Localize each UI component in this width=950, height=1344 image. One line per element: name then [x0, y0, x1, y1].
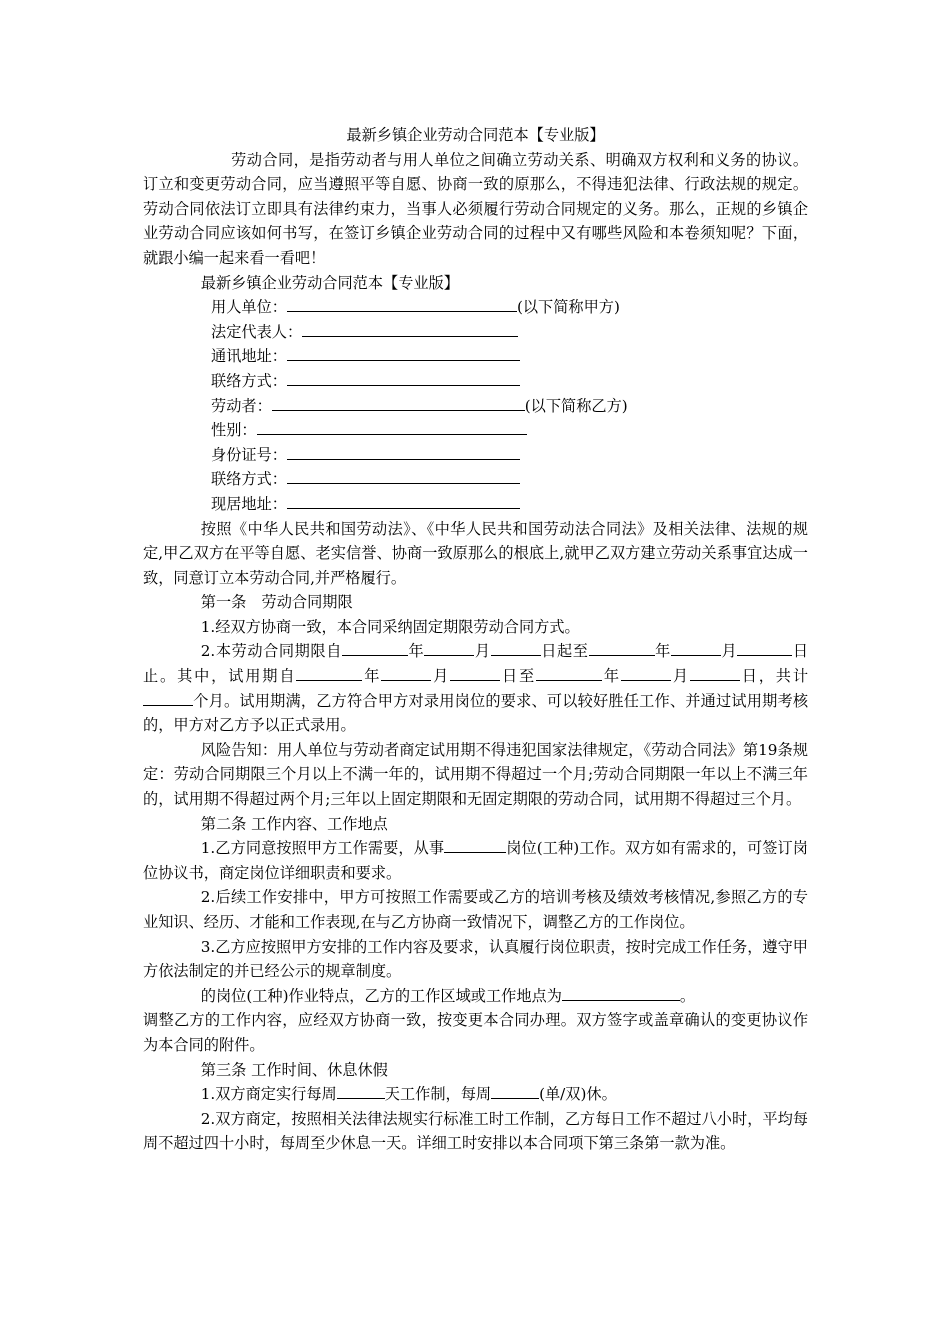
preamble-paragraph: 按照《中华人民共和国劳动法》、《中华人民共和国劳动法合同法》及相关法律、法规的规定,甲乙双方在平等自愿、老实信誉、协商一致原那么的根底上,就甲乙双方建立劳动关系事宜达成一致，同意订立本劳动合同,并严格履行。	[143, 519, 808, 587]
article-1-clause-1: 1.经双方协商一致，本合同采纳固定期限劳动合同方式。	[200, 617, 580, 636]
page-title: 最新乡镇企业劳动合同范本【专业版】	[346, 126, 605, 144]
article-3-clause-1: 1.双方商定实行每周 天工作制，每周 (单/双)休。	[200, 1085, 617, 1104]
field-legal-rep	[143, 320, 808, 345]
blank-line	[272, 395, 525, 411]
field-label: 联络方式：	[211, 470, 287, 489]
blank-line	[287, 468, 520, 484]
field-label: 法定代表人：	[211, 322, 303, 341]
field-suffix: (以下简称乙方)	[524, 396, 628, 415]
article-2-clause-1: 1.乙方同意按照甲方工作需要，从事 岗位(工种)工作。双方如有需求的，可签订岗位协议书，商定岗位详细职责和要求。	[143, 839, 808, 882]
field-contact	[143, 369, 808, 394]
field-label: 现居地址：	[211, 494, 287, 513]
field-employee	[143, 394, 808, 419]
field-employer	[143, 295, 808, 320]
field-label: 身份证号：	[211, 445, 287, 464]
article-1-heading: 第一条 劳动合同期限	[200, 593, 353, 612]
field-residence	[143, 492, 808, 517]
article-2-clause-4: 的岗位(工种)作业特点，乙方的工作区域或工作地点为 。	[200, 986, 696, 1005]
article-2-heading: 第二条 工作内容、工作地点	[200, 814, 388, 833]
field-label: 性别：	[211, 421, 257, 440]
field-label: 通讯地址：	[211, 347, 287, 366]
blank-line	[257, 419, 527, 435]
field-label: 劳动者：	[211, 396, 272, 415]
document-subtitle: 最新乡镇企业劳动合同范本【专业版】	[200, 273, 459, 292]
field-gender	[143, 418, 808, 443]
article-2-clause-3: 3.乙方应按照甲方安排的工作内容及要求，认真履行岗位职责，按时完成工作任务，遵守甲方依法制定的并已经公示的规章制度。	[143, 937, 808, 981]
blank-line	[287, 370, 520, 386]
field-suffix: (以下简称甲方)	[516, 298, 620, 317]
field-label: 联络方式：	[211, 371, 287, 390]
field-address	[143, 344, 808, 369]
article-1-clause-2: 2.本劳动合同期限自 年 月 日起至 年 月 日止。其中，试用期自 年 月 日至 年 月 日，共计个月。试用期满，乙方符合甲方对录用岗位的要求、可以较好胜任工作、并通过试用期考核的，甲方对乙方予以正式录用。	[143, 642, 809, 735]
blank-line	[287, 345, 520, 361]
blank-line	[287, 493, 520, 509]
blank-line	[287, 444, 520, 460]
field-id-number	[143, 443, 808, 468]
article-2-clause-2: 2.后续工作安排中，甲方可按照工作需要或乙方的培训考核及绩效考核情况,参照乙方的专业知识、经历、才能和工作表现,在与乙方协商一致情况下，调整乙方的工作岗位。	[143, 888, 808, 931]
field-label: 用人单位：	[211, 298, 287, 317]
document-page	[143, 123, 808, 1156]
blank-line	[302, 321, 518, 337]
field-contact-2	[143, 467, 808, 492]
article-2-clause-5: 调整乙方的工作内容，应经双方协商一致，按变更本合同办理。双方签字或盖章确认的变更协议作为本合同的附件。	[143, 1011, 808, 1054]
risk-notice: 风险告知：用人单位与劳动者商定试用期不得违犯国家法律规定，《劳动合同法》第19条规定：劳动合同期限三个月以上不满一年的，试用期不得超过一个月;劳动合同期限一年以上不满三年的，试用期不得超过两个月;三年以上固定期限和无固定期限的劳动合同，试用期不得超过三个月。	[143, 740, 808, 809]
blank-line	[287, 296, 517, 312]
article-3-clause-2: 2.双方商定，按照相关法律法规实行标准工时工作制，乙方每日工作不超过八小时，平均每周不超过四十小时，每周至少休息一天。详细工时安排以本合同项下第三条第一款为准。	[143, 1109, 808, 1153]
intro-paragraph: 劳动合同，是指劳动者与用人单位之间确立劳动关系、明确双方权利和义务的协议。订立和变更劳动合同，应当遵照平等自愿、协商一致的原那么，不得违犯法律、行政法规的规定。劳动合同依法订立即具有法律约束力，当事人必须履行劳动合同规定的义务。那么，正规的乡镇企业劳动合同应该如何书写，在签订乡镇企业劳动合同的过程中又有哪些风险和本卷须知呢？下面，就跟小编一起来看一看吧！	[143, 150, 808, 267]
article-3-heading: 第三条 工作时间、休息休假	[200, 1060, 388, 1079]
